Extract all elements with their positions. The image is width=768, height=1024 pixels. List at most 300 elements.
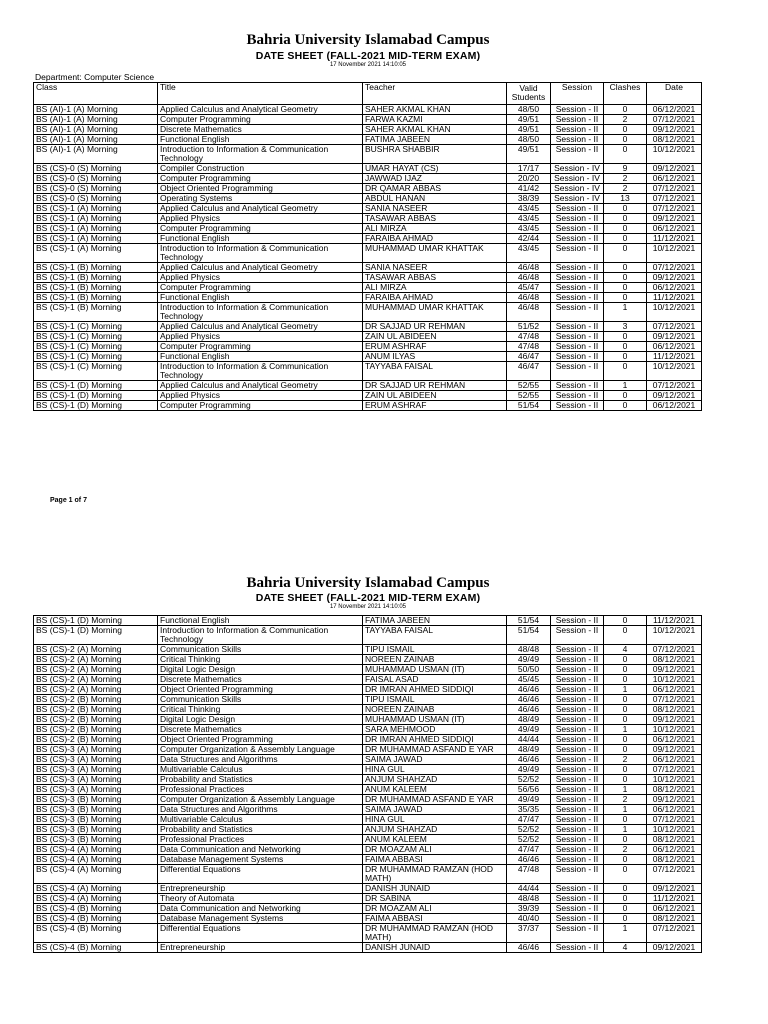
table-row <box>34 855 702 865</box>
cell-teacher: UMAR HAYAT (CS) <box>363 164 507 174</box>
cell-clashes: 0 <box>604 775 647 785</box>
table-row <box>34 184 702 194</box>
cell-date: 06/12/2021 <box>647 342 702 352</box>
cell-clashes: 0 <box>604 705 647 715</box>
cell-session: Session - II <box>551 765 604 775</box>
cell-date: 09/12/2021 <box>647 745 702 755</box>
cell-title: Database Management Systems <box>158 855 363 865</box>
cell-valid-students: 35/35 <box>507 805 551 815</box>
cell-teacher: FAIMA ABBASI <box>363 914 507 924</box>
cell-class: BS (CS)-2 (A) Morning <box>34 655 158 665</box>
cell-session: Session - II <box>551 204 604 214</box>
table-row <box>34 391 702 401</box>
cell-valid-students: 49/51 <box>507 145 551 164</box>
cell-session: Session - II <box>551 244 604 263</box>
cell-teacher: TASAWAR ABBAS <box>363 273 507 283</box>
table-row <box>34 135 702 145</box>
table-row <box>34 303 702 322</box>
cell-valid-students: 47/47 <box>507 845 551 855</box>
cell-session: Session - II <box>551 303 604 322</box>
table-row <box>34 234 702 244</box>
cell-teacher: SANIA NASEER <box>363 263 507 273</box>
cell-title: Data Communication and Networking <box>158 845 363 855</box>
cell-class: BS (CS)-1 (C) Morning <box>34 362 158 381</box>
datesheet-table <box>33 82 702 411</box>
cell-title: Data Structures and Algorithms <box>158 805 363 815</box>
cell-class: BS (CS)-2 (B) Morning <box>34 725 158 735</box>
cell-clashes: 0 <box>604 244 647 263</box>
cell-class: BS (CS)-3 (A) Morning <box>34 745 158 755</box>
cell-title: Applied Calculus and Analytical Geometry <box>158 322 363 332</box>
table-row <box>34 725 702 735</box>
cell-clashes: 0 <box>604 835 647 845</box>
cell-teacher: NOREEN ZAINAB <box>363 705 507 715</box>
cell-session: Session - II <box>551 332 604 342</box>
cell-date: 07/12/2021 <box>647 865 702 884</box>
cell-date: 09/12/2021 <box>647 164 702 174</box>
cell-class: BS (CS)-3 (B) Morning <box>34 815 158 825</box>
cell-date: 06/12/2021 <box>647 845 702 855</box>
cell-teacher: NOREEN ZAINAB <box>363 655 507 665</box>
cell-date: 07/12/2021 <box>647 184 702 194</box>
cell-date: 07/12/2021 <box>647 263 702 273</box>
cell-title: Functional English <box>158 616 363 626</box>
cell-class: BS (CS)-1 (C) Morning <box>34 322 158 332</box>
cell-clashes: 0 <box>604 626 647 645</box>
cell-class: BS (CS)-3 (A) Morning <box>34 775 158 785</box>
cell-class: BS (CS)-1 (B) Morning <box>34 273 158 283</box>
cell-title: Object Oriented Programming <box>158 735 363 745</box>
cell-valid-students: 46/48 <box>507 303 551 322</box>
cell-date: 06/12/2021 <box>647 174 702 184</box>
cell-clashes: 1 <box>604 725 647 735</box>
cell-class: BS (CS)-1 (A) Morning <box>34 244 158 263</box>
department-label: Department: Computer Science <box>35 72 155 82</box>
cell-clashes: 0 <box>604 745 647 755</box>
cell-session: Session - II <box>551 675 604 685</box>
cell-title: Object Oriented Programming <box>158 685 363 695</box>
cell-clashes: 0 <box>604 904 647 914</box>
table-row <box>34 914 702 924</box>
cell-date: 09/12/2021 <box>647 795 702 805</box>
cell-teacher: MUHAMMAD UMAR KHATTAK <box>363 303 507 322</box>
cell-teacher: BUSHRA SHABBIR <box>363 145 507 164</box>
cell-clashes: 0 <box>604 855 647 865</box>
cell-title: Operating Systems <box>158 194 363 204</box>
cell-session: Session - II <box>551 904 604 914</box>
cell-clashes: 0 <box>604 735 647 745</box>
table-row <box>34 244 702 263</box>
cell-session: Session - II <box>551 924 604 943</box>
cell-class: BS (CS)-4 (B) Morning <box>34 914 158 924</box>
cell-date: 07/12/2021 <box>647 115 702 125</box>
cell-valid-students: 52/52 <box>507 835 551 845</box>
cell-teacher: SANIA NASEER <box>363 204 507 214</box>
cell-valid-students: 48/49 <box>507 715 551 725</box>
cell-date: 11/12/2021 <box>647 616 702 626</box>
cell-valid-students: 50/50 <box>507 665 551 675</box>
table-row <box>34 645 702 655</box>
cell-session: Session - II <box>551 105 604 115</box>
cell-date: 06/12/2021 <box>647 805 702 815</box>
cell-teacher: ANJUM SHAHZAD <box>363 825 507 835</box>
cell-teacher: ANUM ILYAS <box>363 352 507 362</box>
cell-class: BS (CS)-0 (S) Morning <box>34 174 158 184</box>
cell-class: BS (CS)-1 (A) Morning <box>34 234 158 244</box>
cell-session: Session - IV <box>551 184 604 194</box>
cell-class: BS (CS)-1 (A) Morning <box>34 204 158 214</box>
cell-teacher: FAIMA ABBASI <box>363 855 507 865</box>
cell-clashes: 0 <box>604 214 647 224</box>
table-row <box>34 381 702 391</box>
cell-valid-students: 43/45 <box>507 244 551 263</box>
cell-session: Session - II <box>551 115 604 125</box>
cell-session: Session - II <box>551 805 604 815</box>
cell-session: Session - II <box>551 352 604 362</box>
cell-valid-students: 46/47 <box>507 362 551 381</box>
cell-valid-students: 46/46 <box>507 755 551 765</box>
cell-session: Session - IV <box>551 164 604 174</box>
cell-title: Data Structures and Algorithms <box>158 755 363 765</box>
cell-clashes: 0 <box>604 352 647 362</box>
cell-valid-students: 39/39 <box>507 904 551 914</box>
cell-date: 07/12/2021 <box>647 695 702 705</box>
cell-valid-students: 46/47 <box>507 352 551 362</box>
cell-teacher: HINA GUL <box>363 765 507 775</box>
cell-teacher: ANUM KALEEM <box>363 835 507 845</box>
cell-title: Applied Calculus and Analytical Geometry <box>158 263 363 273</box>
cell-date: 09/12/2021 <box>647 715 702 725</box>
table-row <box>34 815 702 825</box>
cell-title: Digital Logic Design <box>158 665 363 675</box>
cell-session: Session - II <box>551 616 604 626</box>
cell-teacher: ERUM ASHRAF <box>363 401 507 411</box>
header-date: Date <box>647 83 702 105</box>
cell-valid-students: 38/39 <box>507 194 551 204</box>
cell-teacher: DR SABINA <box>363 894 507 904</box>
cell-valid-students: 52/52 <box>507 775 551 785</box>
table-row <box>34 845 702 855</box>
table-row <box>34 665 702 675</box>
cell-teacher: FARWA KAZMI <box>363 115 507 125</box>
header-valid-students: Valid Students <box>507 83 551 105</box>
cell-session: Session - II <box>551 645 604 655</box>
cell-title: Discrete Mathematics <box>158 725 363 735</box>
cell-teacher: DR SAJJAD UR REHMAN <box>363 381 507 391</box>
cell-date: 06/12/2021 <box>647 105 702 115</box>
cell-class: BS (CS)-1 (B) Morning <box>34 283 158 293</box>
cell-class: BS (CS)-2 (A) Morning <box>34 675 158 685</box>
cell-title: Probability and Statistics <box>158 825 363 835</box>
cell-date: 10/12/2021 <box>647 244 702 263</box>
cell-class: BS (CS)-1 (D) Morning <box>34 401 158 411</box>
cell-date: 07/12/2021 <box>647 765 702 775</box>
cell-clashes: 4 <box>604 943 647 953</box>
table-row <box>34 125 702 135</box>
cell-clashes: 0 <box>604 715 647 725</box>
cell-title: Communication Skills <box>158 645 363 655</box>
cell-teacher: DR MUHAMMAD RAMZAN (HOD MATH) <box>363 865 507 884</box>
cell-valid-students: 43/45 <box>507 214 551 224</box>
cell-valid-students: 48/50 <box>507 135 551 145</box>
cell-clashes: 0 <box>604 765 647 775</box>
cell-title: Introduction to Information & Communication Technology <box>158 626 363 645</box>
cell-class: BS (CS)-1 (D) Morning <box>34 626 158 645</box>
cell-date: 06/12/2021 <box>647 904 702 914</box>
cell-class: BS (CS)-0 (S) Morning <box>34 164 158 174</box>
cell-date: 06/12/2021 <box>647 755 702 765</box>
cell-session: Session - II <box>551 735 604 745</box>
cell-date: 07/12/2021 <box>647 924 702 943</box>
header-class: Class <box>34 83 158 105</box>
table-row <box>34 835 702 845</box>
cell-teacher: DR MUHAMMAD ASFAND E YAR <box>363 795 507 805</box>
cell-session: Session - II <box>551 775 604 785</box>
table-row <box>34 894 702 904</box>
cell-title: Probability and Statistics <box>158 775 363 785</box>
cell-valid-students: 46/46 <box>507 705 551 715</box>
cell-session: Session - II <box>551 665 604 675</box>
cell-valid-students: 51/54 <box>507 626 551 645</box>
cell-class: BS (CS)-4 (A) Morning <box>34 865 158 884</box>
cell-teacher: DR MUHAMMAD RAMZAN (HOD MATH) <box>363 924 507 943</box>
cell-teacher: DR IMRAN AHMED SIDDIQI <box>363 735 507 745</box>
cell-title: Object Oriented Programming <box>158 184 363 194</box>
cell-title: Computer Programming <box>158 401 363 411</box>
table-row <box>34 174 702 184</box>
cell-class: BS (AI)-1 (A) Morning <box>34 105 158 115</box>
cell-teacher: DR MUHAMMAD ASFAND E YAR <box>363 745 507 755</box>
cell-session: Session - II <box>551 214 604 224</box>
cell-teacher: FAISAL ASAD <box>363 675 507 685</box>
cell-session: Session - II <box>551 655 604 665</box>
cell-teacher: ANUM KALEEM <box>363 785 507 795</box>
cell-date: 11/12/2021 <box>647 293 702 303</box>
table-row <box>34 924 702 943</box>
cell-date: 10/12/2021 <box>647 825 702 835</box>
cell-title: Computer Programming <box>158 283 363 293</box>
cell-date: 09/12/2021 <box>647 273 702 283</box>
datesheet-table <box>33 615 702 953</box>
cell-teacher: SAIMA JAWAD <box>363 805 507 815</box>
cell-valid-students: 49/51 <box>507 115 551 125</box>
cell-title: Functional English <box>158 234 363 244</box>
cell-class: BS (CS)-3 (A) Morning <box>34 755 158 765</box>
table-row <box>34 273 702 283</box>
table-header-row <box>34 83 702 105</box>
cell-clashes: 0 <box>604 362 647 381</box>
cell-teacher: TAYYABA FAISAL <box>363 362 507 381</box>
cell-teacher: MUHAMMAD USMAN (IT) <box>363 665 507 675</box>
table-row <box>34 362 702 381</box>
document-subtitle: DATE SHEET (FALL-2021 MID-TERM EXAM) <box>255 50 481 62</box>
cell-teacher: SAHER AKMAL KHAN <box>363 105 507 115</box>
table-row <box>34 115 702 125</box>
cell-valid-students: 49/49 <box>507 725 551 735</box>
cell-date: 08/12/2021 <box>647 835 702 845</box>
cell-valid-students: 48/48 <box>507 894 551 904</box>
cell-valid-students: 47/47 <box>507 815 551 825</box>
cell-title: Digital Logic Design <box>158 715 363 725</box>
cell-class: BS (CS)-2 (A) Morning <box>34 645 158 655</box>
cell-class: BS (CS)-3 (B) Morning <box>34 805 158 815</box>
document-subtitle: DATE SHEET (FALL-2021 MID-TERM EXAM) <box>255 592 481 604</box>
cell-session: Session - II <box>551 785 604 795</box>
cell-date: 10/12/2021 <box>647 626 702 645</box>
cell-session: Session - II <box>551 342 604 352</box>
cell-title: Functional English <box>158 352 363 362</box>
cell-session: Session - II <box>551 845 604 855</box>
cell-clashes: 0 <box>604 224 647 234</box>
cell-clashes: 0 <box>604 145 647 164</box>
cell-teacher: JAWWAD IJAZ <box>363 174 507 184</box>
cell-teacher: TIPU ISMAIL <box>363 695 507 705</box>
cell-title: Computer Programming <box>158 224 363 234</box>
cell-date: 08/12/2021 <box>647 855 702 865</box>
cell-teacher: ZAIN UL ABIDEEN <box>363 332 507 342</box>
cell-clashes: 0 <box>604 204 647 214</box>
cell-date: 06/12/2021 <box>647 224 702 234</box>
cell-title: Applied Physics <box>158 214 363 224</box>
cell-clashes: 1 <box>604 685 647 695</box>
cell-teacher: ABDUL HANAN <box>363 194 507 204</box>
cell-teacher: FARAIBA AHMAD <box>363 293 507 303</box>
cell-valid-students: 45/45 <box>507 675 551 685</box>
cell-teacher: SARA MEHMOOD <box>363 725 507 735</box>
cell-title: Functional English <box>158 135 363 145</box>
table-row <box>34 685 702 695</box>
cell-date: 08/12/2021 <box>647 705 702 715</box>
cell-valid-students: 44/44 <box>507 735 551 745</box>
cell-date: 07/12/2021 <box>647 322 702 332</box>
cell-class: BS (CS)-4 (B) Morning <box>34 943 158 953</box>
table-row <box>34 675 702 685</box>
cell-session: Session - II <box>551 705 604 715</box>
cell-title: Computer Organization & Assembly Language <box>158 745 363 755</box>
page-number: Page 1 of 7 <box>50 497 87 504</box>
cell-class: BS (CS)-2 (B) Morning <box>34 705 158 715</box>
cell-valid-students: 40/40 <box>507 914 551 924</box>
cell-title: Entrepreneurship <box>158 943 363 953</box>
university-title: Bahria University Islamabad Campus <box>246 575 490 591</box>
cell-class: BS (CS)-1 (B) Morning <box>34 303 158 322</box>
cell-clashes: 0 <box>604 865 647 884</box>
cell-class: BS (CS)-3 (B) Morning <box>34 825 158 835</box>
cell-title: Database Management Systems <box>158 914 363 924</box>
cell-date: 06/12/2021 <box>647 685 702 695</box>
cell-clashes: 2 <box>604 115 647 125</box>
cell-session: Session - II <box>551 884 604 894</box>
table-row <box>34 755 702 765</box>
cell-valid-students: 43/45 <box>507 204 551 214</box>
cell-valid-students: 17/17 <box>507 164 551 174</box>
cell-session: Session - II <box>551 391 604 401</box>
cell-session: Session - II <box>551 715 604 725</box>
cell-title: Computer Programming <box>158 115 363 125</box>
table-row <box>34 735 702 745</box>
cell-class: BS (CS)-1 (B) Morning <box>34 263 158 273</box>
table-row <box>34 805 702 815</box>
cell-date: 07/12/2021 <box>647 194 702 204</box>
cell-valid-students: 56/56 <box>507 785 551 795</box>
header-title: Title <box>158 83 363 105</box>
cell-teacher: MUHAMMAD UMAR KHATTAK <box>363 244 507 263</box>
cell-valid-students: 49/49 <box>507 655 551 665</box>
cell-valid-students: 43/45 <box>507 224 551 234</box>
cell-session: Session - II <box>551 745 604 755</box>
cell-valid-students: 47/48 <box>507 865 551 884</box>
cell-teacher: HINA GUL <box>363 815 507 825</box>
table-row <box>34 224 702 234</box>
cell-class: BS (CS)-1 (A) Morning <box>34 214 158 224</box>
cell-session: Session - II <box>551 894 604 904</box>
cell-clashes: 0 <box>604 332 647 342</box>
table-body <box>34 616 702 953</box>
cell-date: 08/12/2021 <box>647 914 702 924</box>
cell-date: 10/12/2021 <box>647 775 702 785</box>
cell-session: Session - II <box>551 234 604 244</box>
cell-teacher: TIPU ISMAIL <box>363 645 507 655</box>
cell-clashes: 0 <box>604 675 647 685</box>
cell-teacher: DR IMRAN AHMED SIDDIQI <box>363 685 507 695</box>
cell-session: Session - II <box>551 865 604 884</box>
cell-clashes: 0 <box>604 283 647 293</box>
cell-title: Introduction to Information & Communication Technology <box>158 145 363 164</box>
cell-date: 09/12/2021 <box>647 125 702 135</box>
cell-teacher: DR MOAZAM ALI <box>363 904 507 914</box>
cell-title: Computer Organization & Assembly Language <box>158 795 363 805</box>
cell-title: Differential Equations <box>158 924 363 943</box>
table-row <box>34 145 702 164</box>
cell-title: Applied Physics <box>158 273 363 283</box>
cell-class: BS (CS)-1 (C) Morning <box>34 352 158 362</box>
cell-valid-students: 46/46 <box>507 943 551 953</box>
header-teacher: Teacher <box>363 83 507 105</box>
cell-session: Session - II <box>551 795 604 805</box>
cell-date: 10/12/2021 <box>647 362 702 381</box>
table-row <box>34 332 702 342</box>
table-row <box>34 705 702 715</box>
cell-clashes: 4 <box>604 645 647 655</box>
cell-valid-students: 46/46 <box>507 855 551 865</box>
cell-valid-students: 52/55 <box>507 381 551 391</box>
cell-date: 11/12/2021 <box>647 894 702 904</box>
cell-date: 09/12/2021 <box>647 391 702 401</box>
cell-class: BS (CS)-2 (A) Morning <box>34 665 158 675</box>
cell-date: 07/12/2021 <box>647 204 702 214</box>
cell-clashes: 2 <box>604 795 647 805</box>
table-row <box>34 626 702 645</box>
cell-valid-students: 47/48 <box>507 342 551 352</box>
cell-session: Session - II <box>551 685 604 695</box>
cell-valid-students: 49/49 <box>507 795 551 805</box>
cell-clashes: 0 <box>604 616 647 626</box>
cell-session: Session - IV <box>551 194 604 204</box>
cell-class: BS (CS)-4 (B) Morning <box>34 904 158 914</box>
cell-date: 10/12/2021 <box>647 675 702 685</box>
cell-teacher: ALI MIRZA <box>363 224 507 234</box>
cell-class: BS (CS)-4 (A) Morning <box>34 845 158 855</box>
cell-clashes: 0 <box>604 293 647 303</box>
cell-valid-students: 42/44 <box>507 234 551 244</box>
university-title: Bahria University Islamabad Campus <box>246 32 490 48</box>
table-row <box>34 322 702 332</box>
cell-valid-students: 46/46 <box>507 695 551 705</box>
table-row <box>34 194 702 204</box>
table-row <box>34 164 702 174</box>
cell-class: BS (CS)-4 (A) Morning <box>34 894 158 904</box>
cell-clashes: 0 <box>604 655 647 665</box>
